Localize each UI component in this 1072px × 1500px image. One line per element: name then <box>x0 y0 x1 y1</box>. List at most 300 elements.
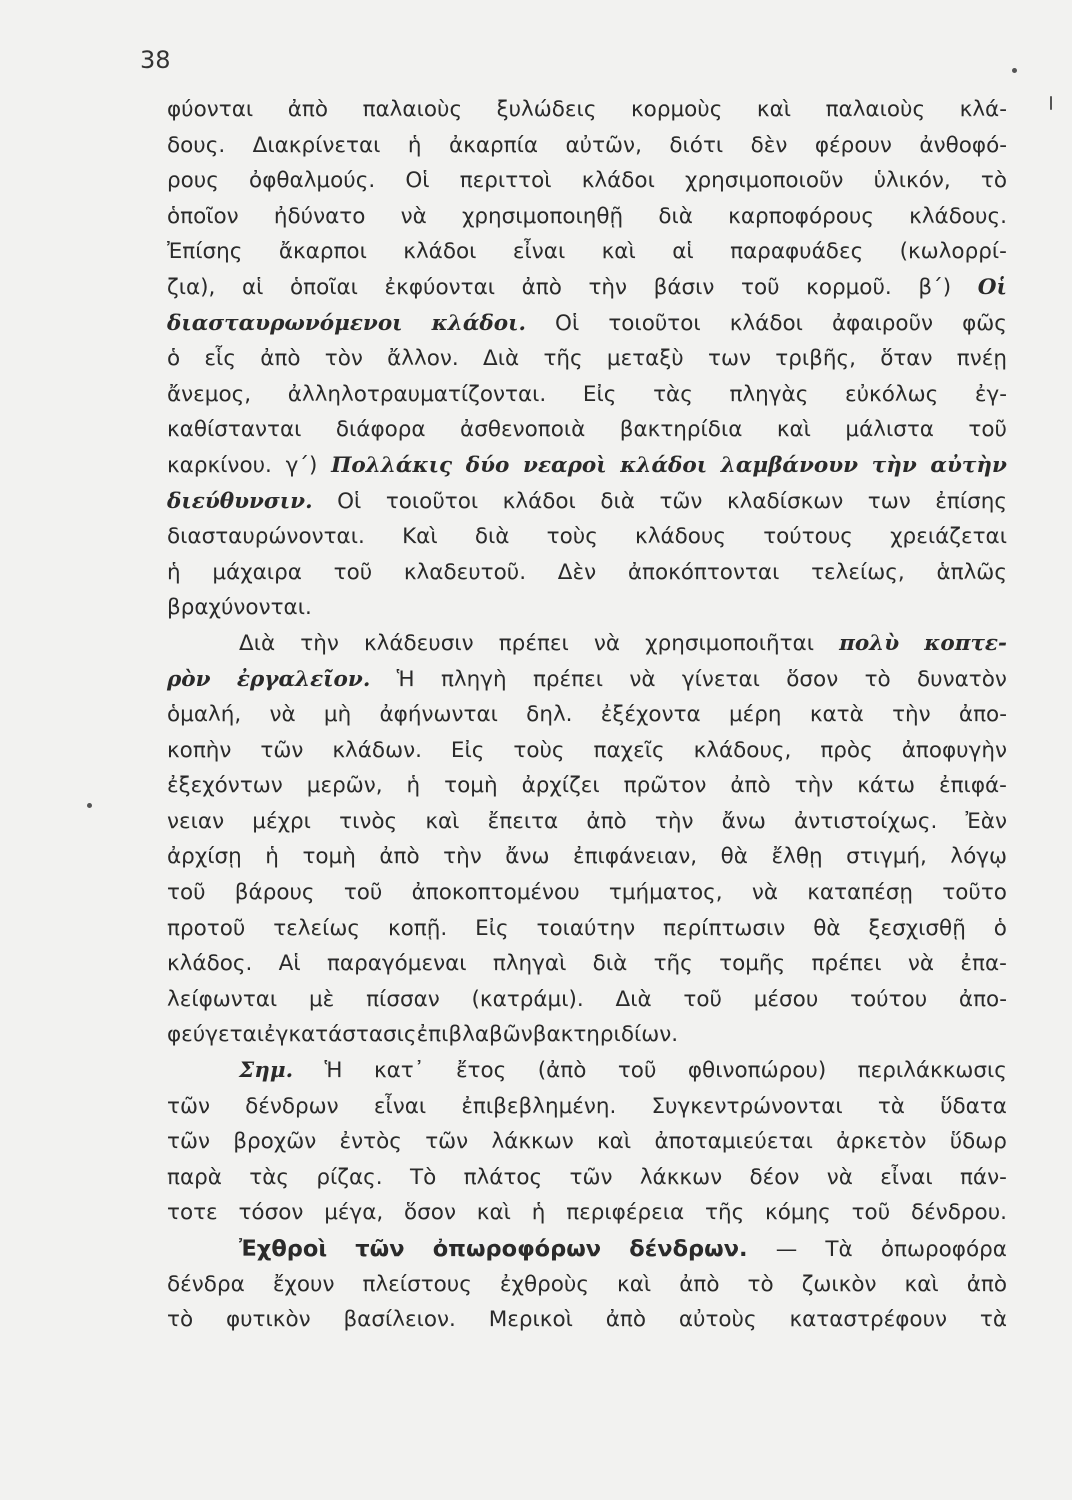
heading-word: ὀπωροφόρων <box>432 1236 602 1262</box>
word: καρποφόρους <box>728 203 874 229</box>
text-line <box>167 524 1007 560</box>
word: ὁποῖαι <box>289 274 358 300</box>
word: θὰ <box>813 915 841 941</box>
word: Ἡ <box>396 666 415 692</box>
word: ἡ <box>406 773 421 799</box>
word: ἄνεμος, <box>167 381 252 407</box>
word: πρέπει <box>498 630 569 656</box>
word: Τὸ <box>409 1164 437 1190</box>
word: Διὰ <box>483 346 520 372</box>
word: ἠδύνατο <box>273 203 366 229</box>
text-line <box>167 667 1007 703</box>
word: καταπέσῃ <box>807 880 914 906</box>
word: ἄνω <box>505 844 550 870</box>
word: ὕδωρ <box>949 1129 1007 1155</box>
word: ἄλλον. <box>387 346 459 372</box>
word: περιφέρεια <box>566 1200 685 1226</box>
word: τελείως, <box>811 559 905 585</box>
word: τοιοῦτοι <box>385 488 479 514</box>
word: μερῶν, <box>306 773 383 799</box>
text-line <box>167 809 1007 845</box>
word: φυτικὸν <box>225 1307 311 1333</box>
word: ἡ <box>407 132 422 158</box>
word: ὕδατα <box>940 1093 1007 1119</box>
word: τῶν <box>659 488 703 514</box>
word: ἄνω <box>721 808 766 834</box>
word: Ἡ <box>324 1058 343 1084</box>
word: Εἰς <box>450 737 485 763</box>
word: πίσσαν <box>366 986 440 1012</box>
word: καὶ <box>597 1129 632 1155</box>
word: τριβῆς, <box>775 346 856 372</box>
word: νὰ <box>629 666 656 692</box>
word: πρέπει <box>811 951 882 977</box>
word: ἀφήνωνται <box>379 702 498 728</box>
word: ἐντὸς <box>339 1129 402 1155</box>
word: ἀνθοφό- <box>919 132 1007 158</box>
word: κλάδευσιν <box>363 630 474 656</box>
word: κλά- <box>959 97 1007 122</box>
emphasis-word: πολὺ <box>839 630 900 656</box>
word: αὐτῶν, <box>565 132 642 158</box>
text-line <box>167 97 1007 133</box>
word: τῶν <box>167 1093 210 1119</box>
word: τὸ <box>980 168 1007 194</box>
word: ἐχθροὺς <box>499 1271 589 1297</box>
text-line <box>167 1058 1007 1094</box>
word: τομὴ <box>302 844 356 870</box>
word: τοῦ <box>741 274 780 300</box>
word: τοῦτο <box>942 880 1007 906</box>
word: Οἱ <box>405 168 430 194</box>
word: εἶναι <box>373 1093 427 1119</box>
word: ἀσθενοποιὰ <box>460 417 586 443</box>
word: ἐπιβεβλημένη. <box>461 1093 617 1119</box>
text-line <box>167 1094 1007 1130</box>
word: τούτου <box>850 986 928 1012</box>
page-number: 38 <box>140 46 171 74</box>
word: ὅσον <box>404 1200 456 1226</box>
body-text <box>167 97 1007 1343</box>
emphasis-word: κλάδοι <box>620 452 708 478</box>
word: βασίλειον. <box>343 1307 456 1333</box>
word: δένδρα <box>167 1271 245 1297</box>
word: δὲν <box>750 132 788 158</box>
emphasis-word: διεύθυνσιν. <box>167 488 313 514</box>
word: τινὸς <box>339 808 398 834</box>
word: τὸν <box>324 346 363 372</box>
word: τοῦ <box>683 986 722 1012</box>
word: παραφυάδες <box>730 239 864 265</box>
word: καθίστανται <box>167 417 302 443</box>
emphasis-word: τὴν <box>871 452 917 478</box>
word: γίνεται <box>681 666 760 692</box>
word: των <box>867 488 911 514</box>
word: λόγῳ <box>950 844 1007 870</box>
word: κατὰ <box>809 702 864 728</box>
word: ἀποκοπτομένου <box>411 880 580 906</box>
text-line <box>167 1236 1007 1272</box>
word: τὴν <box>794 773 834 799</box>
word: ἀποταμιεύεται <box>654 1129 813 1155</box>
heading-word: δένδρων. <box>629 1236 748 1262</box>
word: καὶ <box>776 417 811 443</box>
word: κλάδους <box>635 524 726 550</box>
word: τῶν <box>260 737 304 763</box>
word: βακτηριδίων. <box>532 1022 679 1048</box>
word: παλαιοὺς <box>825 97 926 122</box>
word: φῶς <box>962 310 1007 336</box>
word: κορμοῦ. <box>806 274 892 300</box>
word: στιγμή, <box>846 844 927 870</box>
word: ἀντιστοίχως. <box>794 808 938 834</box>
word: λείφωνται <box>167 986 278 1012</box>
word: ἐπιφάνειαν, <box>572 844 698 870</box>
text-line <box>167 382 1007 418</box>
word: τομὴ <box>444 773 498 799</box>
word: καὶ <box>904 1271 939 1297</box>
word: ἐπιφά- <box>938 773 1007 799</box>
word: τόσον <box>238 1200 304 1226</box>
word: (ἀπὸ <box>537 1058 587 1084</box>
word: λάκκων <box>491 1129 574 1155</box>
word: καὶ <box>476 1200 511 1226</box>
word: τοῦ <box>851 1200 891 1226</box>
word: κλάδους, <box>693 737 792 763</box>
word: μάλιστα <box>845 417 934 443</box>
word: τοιοῦτοι <box>608 310 701 336</box>
word: ἐκφύονται <box>384 274 496 300</box>
emphasis-word: διασταυρωνόμενοι <box>167 310 403 336</box>
word: Καὶ <box>402 524 438 550</box>
word: ἀπὸ <box>586 808 627 834</box>
word: Εἰς <box>475 915 509 941</box>
word: τὴν <box>892 702 931 728</box>
text-line <box>167 738 1007 774</box>
word: βροχῶν <box>233 1129 317 1155</box>
text-line <box>167 489 1007 525</box>
word: βάρους <box>234 880 315 906</box>
word: Μερικοὶ <box>488 1307 573 1333</box>
word: κλάδοι <box>403 239 477 265</box>
word: νὰ <box>826 1164 853 1190</box>
word: προτοῦ <box>167 915 246 941</box>
emphasis-word: νεαροὶ <box>523 452 607 478</box>
emphasis-word: δύο <box>465 452 510 478</box>
word: πρέπει <box>532 666 604 692</box>
word: κλάδους. <box>909 203 1007 229</box>
text-line <box>167 773 1007 809</box>
word: νὰ <box>400 203 427 229</box>
word: παχεῖς <box>593 737 665 763</box>
word: μάχαιρα <box>212 559 302 585</box>
word: δένδρων <box>245 1093 339 1119</box>
word: ἀκαρπία <box>448 132 539 158</box>
word: διὰ <box>658 203 693 229</box>
word: νὰ <box>907 951 935 977</box>
word: ὑλικόν, <box>873 168 951 194</box>
word: ξεσχισθῇ <box>868 915 966 941</box>
word: μέσου <box>753 986 819 1012</box>
word: εὐκόλως <box>844 381 939 407</box>
word: κατ᾽ <box>373 1058 425 1084</box>
word: ἀπὸ <box>966 1271 1007 1297</box>
word: βακτηρίδια <box>619 417 743 443</box>
word: δους. <box>167 132 226 158</box>
word: βραχύνονται. <box>167 595 312 621</box>
word: φύονται <box>167 97 254 122</box>
word: πρὸς <box>820 737 873 763</box>
word: τὸ <box>747 1271 774 1297</box>
word: ἀπὸ <box>521 274 562 300</box>
text-line <box>167 560 1007 596</box>
word: ρους <box>167 168 219 194</box>
word: τοὺς <box>546 524 598 550</box>
word: κοπῇ. <box>387 915 448 941</box>
word: ἁπλῶς <box>936 559 1007 585</box>
text-line <box>167 595 1007 631</box>
text-line <box>167 1307 1007 1343</box>
word: χρησιμοποιῆται <box>645 630 814 656</box>
word: διότι <box>669 132 724 158</box>
emphasis-word: ἐργαλεῖον. <box>236 666 371 692</box>
word: ἐπίσης <box>935 488 1007 514</box>
word: τομῆς <box>719 951 786 977</box>
word: τοιαύτην <box>536 915 636 941</box>
text-line <box>167 453 1007 489</box>
word: ἔλθῃ <box>771 844 823 870</box>
word: ἀρχίζει <box>521 773 600 799</box>
word: ζωικὸν <box>801 1271 877 1297</box>
word: ἀρκετὸν <box>836 1129 927 1155</box>
word: χρειάζεται <box>890 524 1007 550</box>
word: τὰ <box>979 1307 1007 1333</box>
word: δυνατὸν <box>917 666 1007 692</box>
word: τοῦ <box>333 559 373 585</box>
word: τὰ <box>877 1093 905 1119</box>
word: τὴν <box>588 274 628 300</box>
word: χρησιμοποιηθῇ <box>461 203 624 229</box>
word: Ἐὰν <box>965 808 1007 834</box>
word: κλάδος. <box>167 951 253 977</box>
text-line <box>167 844 1007 880</box>
word: πληγαὶ <box>492 951 567 977</box>
word: περιλάκκωσις <box>857 1058 1007 1084</box>
word: Ἐπίσης <box>167 239 243 265</box>
word: παραγόμεναι <box>326 951 467 977</box>
word: ἐγ- <box>974 381 1007 407</box>
text-line <box>167 1272 1007 1308</box>
word: τὴν <box>443 844 482 870</box>
word: ἀποφυγὴν <box>901 737 1007 763</box>
word: εἷς <box>204 346 236 372</box>
word: ἀλληλοτραυματίζονται. <box>287 381 547 407</box>
word: καταστρέφουν <box>789 1307 948 1333</box>
emphasis-word: αὐτὴν <box>930 452 1007 478</box>
word: ἀπὸ <box>379 844 420 870</box>
word: διάφορα <box>335 417 426 443</box>
word: δέον <box>749 1164 800 1190</box>
word: των <box>708 346 751 372</box>
word: τελείως <box>273 915 361 941</box>
word: μέγα, <box>324 1200 384 1226</box>
word: ἐξεχόντων <box>167 773 283 799</box>
word: τοῦ <box>617 1058 657 1084</box>
scan-speck <box>87 803 92 808</box>
word: κάτω <box>857 773 915 799</box>
word: λάκκων <box>639 1164 723 1190</box>
word: γ΄) <box>285 452 318 478</box>
word: εἶναι <box>880 1164 933 1190</box>
word: μέρη <box>728 702 782 728</box>
word: ἀπὸ <box>287 97 329 122</box>
word: πληγὰς <box>729 381 809 407</box>
word: ὅταν <box>880 346 933 372</box>
word: Οἱ <box>555 310 580 336</box>
text-line <box>167 275 1007 311</box>
word: τῆς <box>705 1200 745 1226</box>
emphasis-word: ρὸν <box>167 666 211 692</box>
text-line <box>167 1022 1007 1058</box>
text-line <box>167 168 1007 204</box>
word: ἀπὸ <box>730 773 771 799</box>
word: διὰ <box>474 524 510 550</box>
word: Διακρίνεται <box>252 132 381 158</box>
word: καὶ <box>601 239 636 265</box>
word: κλαδευτοῦ. <box>403 559 527 585</box>
word: Τὰ <box>825 1237 853 1262</box>
word: τὴν <box>300 630 339 656</box>
word: δηλ. <box>526 702 573 728</box>
word: ἀφαιροῦν <box>831 310 934 336</box>
word: ἐξέχοντα <box>600 702 701 728</box>
word: θὰ <box>720 844 748 870</box>
scan-speck <box>1050 96 1052 110</box>
emphasis-word: Πολλάκις <box>331 452 453 478</box>
word: πνέῃ <box>956 346 1007 372</box>
word: ὁ <box>167 346 181 372</box>
word: περιττοὶ <box>459 168 552 194</box>
emphasis-word: Οἱ <box>977 274 1007 300</box>
emphasis-word: κλάδοι. <box>431 310 526 336</box>
word: Συγκεντρώνονται <box>651 1093 843 1119</box>
word: νειαν <box>167 808 225 834</box>
heading-word: τῶν <box>355 1236 405 1262</box>
word: κόμης <box>765 1200 831 1226</box>
word: κλάδοι <box>502 488 576 514</box>
word: ἔτος <box>455 1058 507 1084</box>
emphasis-word: λαμβάνουν <box>720 452 859 478</box>
word: παρὰ <box>167 1164 222 1190</box>
word: — <box>775 1237 798 1262</box>
word: ἀρχίσῃ <box>167 844 242 870</box>
scan-speck <box>1012 68 1017 73</box>
text-line <box>167 239 1007 275</box>
word: αἱ <box>672 239 694 265</box>
word: αἱ <box>241 274 264 300</box>
word: τοὺς <box>513 737 565 763</box>
text-line <box>167 133 1007 169</box>
word: τοῦ <box>167 880 206 906</box>
word: καὶ <box>617 1271 652 1297</box>
word: φθινοπώρου) <box>687 1058 827 1084</box>
word: τὸ <box>167 1307 194 1333</box>
word: ἐπιβλαβῶν <box>416 1022 533 1048</box>
text-line <box>167 916 1007 952</box>
word: ἄκαρποι <box>278 239 367 265</box>
word: Αἱ <box>278 951 301 977</box>
emphasis-word: κοπτε- <box>924 630 1007 656</box>
word: τῶν <box>425 1129 469 1155</box>
word: τὸ <box>864 666 891 692</box>
word: μὲ <box>309 986 335 1012</box>
word: τῶν <box>167 1129 210 1155</box>
word: ἐπα- <box>960 951 1007 977</box>
word: δένδρου. <box>910 1200 1007 1226</box>
text-line <box>167 417 1007 453</box>
word: ἀπὸ <box>679 1271 720 1297</box>
text-line <box>167 702 1007 738</box>
word: χρησιμοποιοῦν <box>685 168 844 194</box>
word: μεταξὺ <box>606 346 684 372</box>
word: ὁμαλή, <box>167 702 242 728</box>
word: ἀπο- <box>958 702 1007 728</box>
word: ἡ <box>531 1200 546 1226</box>
word: βάσιν <box>653 274 715 300</box>
word: ἐγκατάστασις <box>263 1022 417 1048</box>
word: ἀπο- <box>958 986 1007 1012</box>
word: τοῦ <box>343 880 383 906</box>
word: τῆς <box>653 951 693 977</box>
word: πάν- <box>959 1164 1007 1190</box>
text-line <box>167 880 1007 916</box>
text-line <box>167 631 1007 667</box>
word: ἡ <box>167 559 181 585</box>
word: διὰ <box>592 951 628 977</box>
word: Δὲν <box>557 559 597 585</box>
word: καὶ <box>756 97 792 122</box>
word: νὰ <box>269 702 296 728</box>
word: κλάδοι <box>729 310 803 336</box>
word: μέχρι <box>252 808 311 834</box>
text-line <box>167 1165 1007 1201</box>
word: ὁποῖον <box>167 203 239 229</box>
word: πλείστους <box>362 1271 472 1297</box>
heading-word: Ἐχθροὶ <box>239 1236 328 1262</box>
word: ὅσον <box>786 666 839 692</box>
word: τῆς <box>543 346 583 372</box>
word: καὶ <box>425 808 460 834</box>
word: αὐτοὺς <box>678 1307 757 1333</box>
word: κοπὴν <box>167 737 232 763</box>
word: φεύγεται <box>167 1022 264 1048</box>
word: τὰς <box>653 381 693 407</box>
text-line <box>167 1200 1007 1236</box>
word: τοτε <box>167 1200 218 1226</box>
word: ἡ <box>265 844 279 870</box>
word: νὰ <box>593 630 621 656</box>
word: κλάδοι <box>581 168 655 194</box>
word: νὰ <box>751 880 778 906</box>
word: β΄) <box>918 274 952 300</box>
word: ἔχουν <box>272 1271 335 1297</box>
emphasis-word: Σημ. <box>239 1058 294 1084</box>
text-line <box>167 987 1007 1023</box>
word: (κατράμι). <box>471 986 584 1012</box>
word: ζια), <box>167 274 216 300</box>
word: τοῦ <box>968 417 1007 443</box>
word: τμήματος, <box>608 880 723 906</box>
